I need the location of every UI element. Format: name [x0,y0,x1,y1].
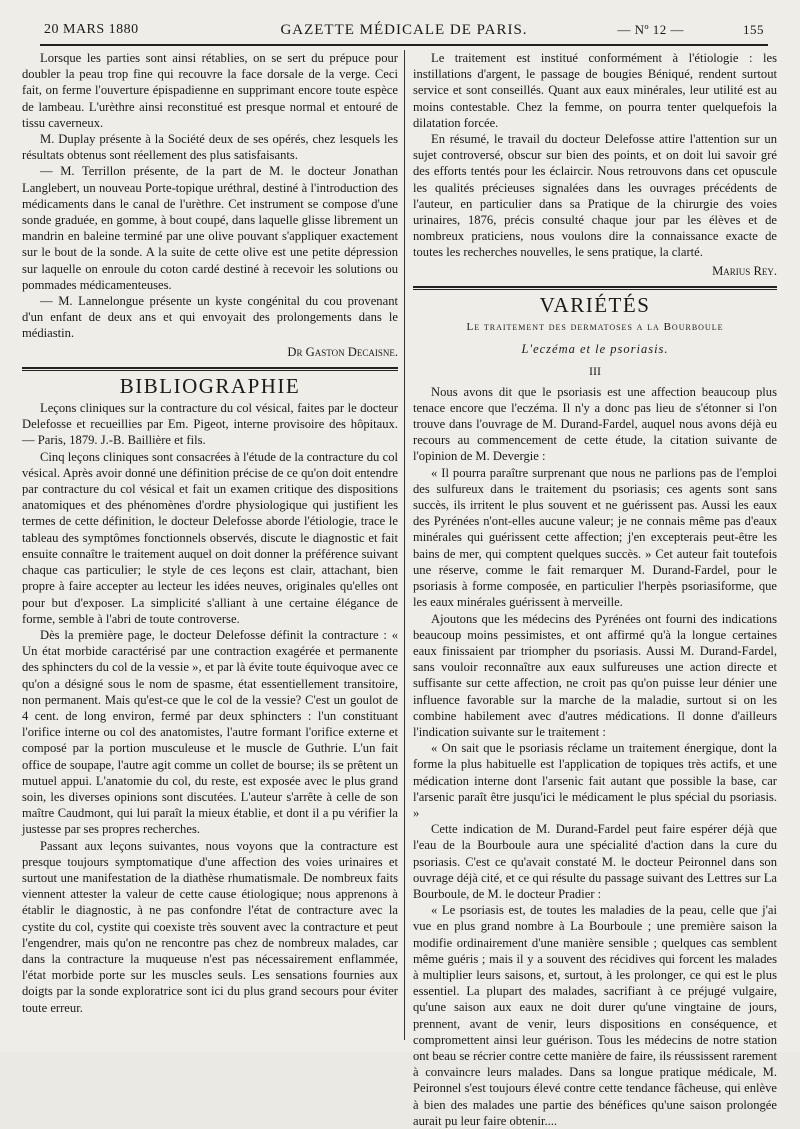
paragraph: En résumé, le travail du docteur Delefosse attire l'attention sur un sujet controversé, obscur sur bien des points, et on doit lui savoir gré des efforts tentés pour les éclaircir. Nous retrouvons dans cet opuscule les qualités précieuses signalées dans les ouvrages précédents de l'auteur, en particulier dans sa Pratique de la chirurgie des voies urinaires, 1876, précis consulté chaque jour par les élèves et de nombreux praticiens, nous voulons dire la connaissance exacte de toutes les recherches nouvelles, le sens pratique, la clarté. [413,132,777,260]
paragraph: Cette indication de M. Durand-Fardel peut faire espérer déjà que l'eau de la Bourboule aura une spécialité d'action dans la cure du psoriasis. C'est ce qu'avait constaté M. le docteur Peironnel dans son ouvrage déjà cité, et ce qui résulte du passage suivant des Lettres sur La Bourboule, de M. le docteur Pradier : [413,822,777,901]
paragraph: M. Duplay présente à la Société deux de ses opérés, chez lesquels les résultats obtenus sont réellement des plus satisfaisants. [22,132,398,163]
paragraph: « Il pourra paraître surprenant que nous ne parlions pas de l'emploi des sulfureux dans le traitement du psoriasis; ces agents sont sans succès, ils irritent le plus souvent et ne guérissent pas. Aussi les eaux des Pyrénées n'ont-elles aucune valeur; je ne connais même pas d'eaux minérales qui guérissent cette affection; j'en excepterais peut-être les bains de mer, qui comptent quelques succès. » Cet auteur fait toutefois une réserve, comme le fait remarquer M. Durand-Fardel, pour le psoriasis à forme composée, en particulier l'herpès psoriasiforme, que les eaux minérales guérissent à merveille. [413,465,777,610]
page-header [44,18,764,44]
paragraph: — M. Terrillon présente, de la part de M. le docteur Jonathan Langlebert, un nouveau Porte-topique uréthral, destiné à l'introduction des médicaments dans le canal de l'urèthre. Cet instrument se compose d'une sonde graduée, en gomme, à bout coupé, dans laquelle glisse librement un mandrin en baleine terminé par une olive pouvant s'appliquer exactement sur le bout de la sonde. A la suite de cette olive est une petite dépression sur laquelle on enroule du coton cardé destiné à recevoir les solutions ou pommades médicamenteuses. [22,164,398,292]
paragraph: — M. Lannelongue présente un kyste congénital du cou provenant d'un enfant de deux ans et qui envoyait des prolongements dans le médiastin. [22,294,398,341]
header-page-number: 155 [743,22,764,37]
header-date: 20 MARS 1880 [44,22,139,37]
part-number: III [589,364,601,379]
paragraph: Passant aux leçons suivantes, nous voyons que la contracture est presque toujours symptomatique d'une affection des voies urinaires et surtout une manifestation de la diathèse rhumatismale. De nombreux faits viennent attester la valeur de cette cause étiologique; nous apprenons à établir le diagnostic, à ne pas confondre l'état de contracture avec la cystite du col, cystite qui coexiste très souvent avec la contracture et peut l'engendrer, mais qu'on ne rencontre pas chez de nombreux malades, car dans la contracture la muqueuse n'est pas nécessairement enflammée, l'état morbide porte sur les muscles seuls. Les sensations fournies aux doigts par la sonde exploratrice sont ici du plus grand secours pour éviter toute erreur. [22,838,398,1015]
author-signature: Marius Rey. [712,263,777,278]
column-rule [404,50,405,1040]
section-divider [22,367,398,371]
paragraph: Cinq leçons cliniques sont consacrées à l'étude de la contracture du col vésical. Après avoir donné une définition précise de ce qu'on doit entendre par contracture du col vésical et fait un examen critique des dispositions anatomiques et des phénomènes d'ordre physiologique qui justifient les termes de cette définition, le docteur Delefosse aborde l'étiologie, trace le tableau des symptômes fonctionnels observés, discute le diagnostic et fait ensuite connaître le traitement auquel on doit donner la préférence suivant chaque cas particulier; le style de ces leçons est clair, attachant, bien propre à faire accepter au lecteur les idées neuves, originales qu'elles ont pour but d'exposer. La simplicité s'alliant à une certaine élégance de forme, semble à l'abri de toute controverse. [22,449,398,626]
author-signature: Dr Gaston Decaisne. [287,344,398,359]
section-divider [413,286,777,290]
header-issue-number: — Nº 12 — [617,22,684,37]
right-column [413,50,777,1128]
section-title: VARIÉTÉS [539,292,651,317]
left-column [22,50,398,1040]
header-rule [40,44,768,46]
header-title: GAZETTE MÉDICALE DE PARIS. [280,22,528,38]
section-title: BIBLIOGRAPHIE [119,373,301,398]
article-title: Le traitement des dermatoses a la Bourboule [466,321,724,334]
paragraph: Lorsque les parties sont ainsi rétablies, on se sert du prépuce pour doubler la peau trop fine qui recouvre la face dorsale de la verge. Ceci fait, on ferme l'ouverture épispadienne en supprimant encore toute espèce de lambeau. L'urèthre ainsi reconstitué est presque normal et entouré de tissu caverneux. [22,51,398,130]
book-reference: Leçons cliniques sur la contracture du col vésical, faites par le docteur Delefosse et recueillies par Em. Pigeot, interne provisoire des hôpitaux. — Paris, 1879. J.-B. Baillière et fils. [22,401,398,448]
paragraph: Dès la première page, le docteur Delefosse définit la contracture : « Un état morbide caractérisé par une contraction exagérée et permanente des sphincters du col de la vessie », et par là évite toute équivoque avec ce qu'on a désigné sous le nom de spasme, état essentiellement transitoire, non permanent. Mais qu'est-ce que le col de la vessie? C'est un goulot de 4 cent. de long environ, fermé par deux sphincters : l'un constituant l'orifice interne ou col des anatomistes, l'autre formant l'orifice externe et composé par la portion musculeuse et le muscle de Guthrie. L'un fait office de soupape, l'autre agit comme un collet de bourse; ils se prêtent un mutuel appui. L'anatomie du col, du reste, est exposée avec le plus grand soin, les diverses opinions sont discutées. L'auteur s'arrête à celle de son maître Caudmont, qui lui paraît la mieux établie, et dont il a pu vérifier la justesse par ses propres recherches. [22,627,398,837]
paragraph: Le traitement est institué conformément à l'étiologie : les instillations d'argent, le passage de bougies Béniqué, rendent surtout service et sont conseillés. Quant aux eaux minérales, leur utilité est au moins contestable. Chez la femme, on pourra tenter quelquefois la dilatation forcée. [413,51,777,130]
article-subtitle: L'eczéma et le psoriasis. [521,342,669,357]
paragraph: « On sait que le psoriasis réclame un traitement énergique, dont la forme la plus habituelle est l'application de topiques très actifs, et une médication interne dont l'arsenic fait autant que possible la base, car l'arsenic paraît être jusqu'ici le médicament le plus spécial du psoriasis. » [413,741,777,820]
paragraph: Ajoutons que les médecins des Pyrénées ont fourni des indications beaucoup moins pessimistes, et ont affirmé qu'à la longue certaines eaux finissaient par triompher du psoriasis. Aussi M. Durand-Fardel, sans vouloir reconnaître aux eaux sulfureuses une action directe et suffisante sur cette affection, ne croit pas qu'on puisse leur dénier une influence favorable sur la marche de la maladie, surtout si on les combine habilement avec d'autres médications. Il donne d'ailleurs l'indication suivante sur le traitement : [413,611,777,739]
paragraph: « Le psoriasis est, de toutes les maladies de la peau, celle que j'ai vue en plus grand nombre à La Bourboule ; une première saison la modifie ordinairement d'une manière sensible ; quelques cas semblent même guéris ; mais il y a souvent des récidives qui forcent les malades à multiplier leurs saisons, et, surtout, à les prolonger, ce qui est le plus essentiel. La plupart des malades, sacrifiant à ce préjugé vulgaire, qu'une saison aux eaux ne doit durer qu'une vingtaine de jours, prennent, avant de venir, leurs dispositions en conséquence, et compromettent ainsi leur guérison. Tous les médecins de notre station ont beau se récrier contre cette manière de faire, ils réussissent rarement à convaincre leurs malades. Dans sa longue pratique médicale, M. Peironnel s'est toujours élevé contre cette tendance fâcheuse, qui enlève à bien des malades une partie des bénéfices qu'une saison prolongée aurait pu leur faire obtenir.... [413,903,777,1128]
paragraph: Nous avons dit que le psoriasis est une affection beaucoup plus tenace encore que l'eczéma. Il n'y a donc pas lieu de s'étonner si l'on trouve dans l'ouvrage de M. Durand-Fardel, auquel nous avons déjà eu recours au commencement de cette étude, la citation suivante de l'opinion de M. Devergie : [413,384,777,464]
